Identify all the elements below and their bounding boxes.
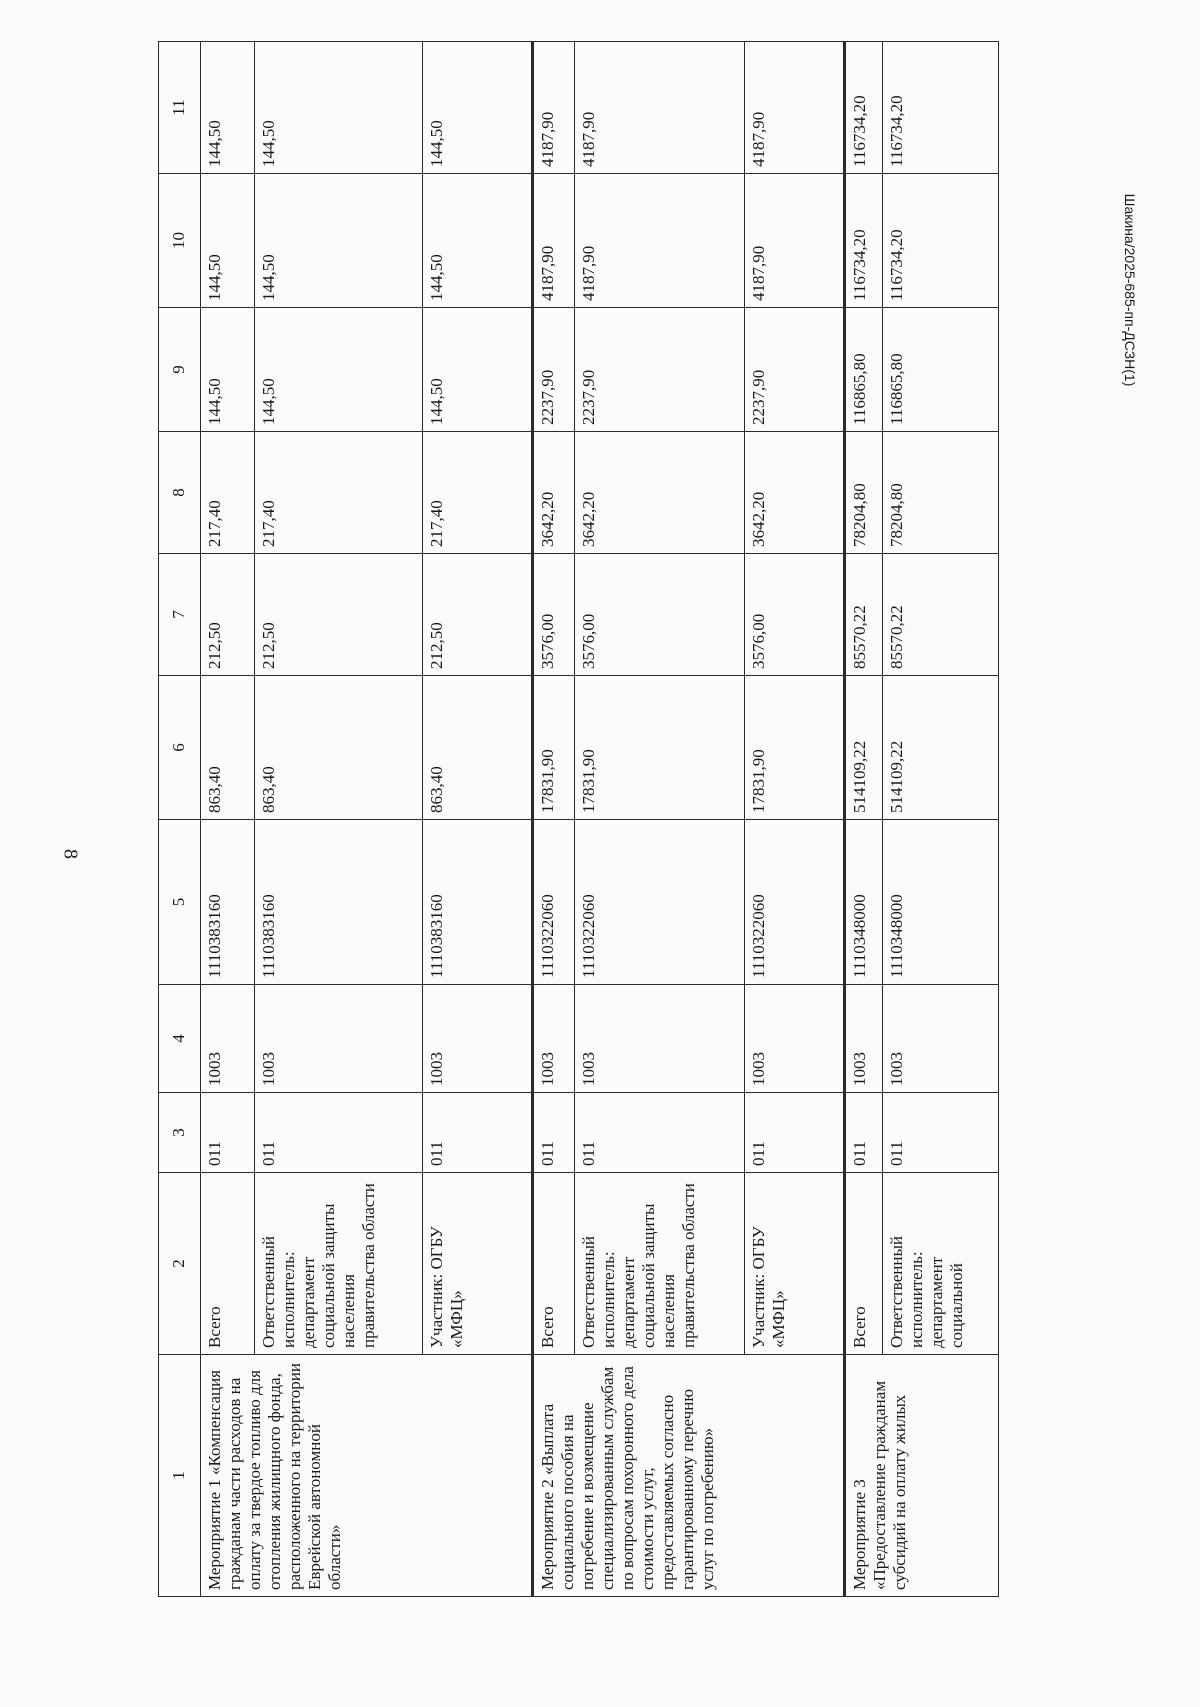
header-cell: 5 <box>159 820 201 985</box>
table-cell: 514109,22 <box>845 676 883 820</box>
row-label: Ответственный исполнитель: департамент социальной защиты населения правительства области <box>255 1173 423 1355</box>
table-cell: 011 <box>423 1093 533 1173</box>
table-cell: 4187,90 <box>575 42 745 174</box>
table-cell: 212,50 <box>255 554 423 676</box>
header-cell: 6 <box>159 676 201 820</box>
table-cell: 3642,20 <box>533 432 575 554</box>
table-cell: 116734,20 <box>845 174 883 308</box>
table-cell: 17831,90 <box>533 676 575 820</box>
header-cell: 2 <box>159 1173 201 1355</box>
header-cell: 9 <box>159 308 201 432</box>
header-cell: 8 <box>159 432 201 554</box>
table-cell: 85570,22 <box>883 554 999 676</box>
table-cell: 863,40 <box>201 676 255 820</box>
table-cell: 4187,90 <box>575 174 745 308</box>
table-cell: 144,50 <box>201 42 255 174</box>
table-cell: 116734,20 <box>883 174 999 308</box>
header-cell: 1 <box>159 1355 201 1597</box>
header-row <box>159 42 201 1597</box>
table-cell: 1003 <box>845 985 883 1093</box>
table-cell: 1110348000 <box>845 820 883 985</box>
table-cell: 116734,20 <box>883 42 999 174</box>
table-cell: 144,50 <box>255 308 423 432</box>
table-cell: 1003 <box>575 985 745 1093</box>
table-cell: 1110383160 <box>201 820 255 985</box>
table-cell: 17831,90 <box>745 676 845 820</box>
table-cell: 1110322060 <box>745 820 845 985</box>
table-cell: 144,50 <box>423 42 533 174</box>
table-cell: 2237,90 <box>533 308 575 432</box>
header-cell: 7 <box>159 554 201 676</box>
event-1-name: Мероприятие 1 «Компенсация гражданам части расходов на оплату за твердое топливо для отопления жилищного фонда, расположенного на территории Еврейской автономной области» <box>201 1355 533 1597</box>
table-cell: 4187,90 <box>745 42 845 174</box>
table-cell: 212,50 <box>423 554 533 676</box>
table-cell: 3642,20 <box>745 432 845 554</box>
header-cell: 4 <box>159 985 201 1093</box>
table-cell: 1003 <box>201 985 255 1093</box>
header-cell: 10 <box>159 174 201 308</box>
table-cell: 011 <box>883 1093 999 1173</box>
table-cell: 1110322060 <box>533 820 575 985</box>
table-cell: 78204,80 <box>883 432 999 554</box>
table-cell: 17831,90 <box>575 676 745 820</box>
table-cell: 144,50 <box>255 42 423 174</box>
table-cell: 2237,90 <box>575 308 745 432</box>
table-cell: 1110348000 <box>883 820 999 985</box>
row-label: Участник: ОГБУ «МФЦ» <box>423 1173 533 1355</box>
table-cell: 514109,22 <box>883 676 999 820</box>
table-cell: 4187,90 <box>745 174 845 308</box>
table-cell: 1003 <box>255 985 423 1093</box>
table-cell: 217,40 <box>423 432 533 554</box>
table-cell: 4187,90 <box>533 174 575 308</box>
table-row <box>533 42 575 1597</box>
table-cell: 144,50 <box>201 308 255 432</box>
table-cell: 217,40 <box>255 432 423 554</box>
table-cell: 1003 <box>423 985 533 1093</box>
header-cell: 3 <box>159 1093 201 1173</box>
table-cell: 011 <box>845 1093 883 1173</box>
table-cell: 011 <box>533 1093 575 1173</box>
table-cell: 011 <box>255 1093 423 1173</box>
table-cell: 1003 <box>883 985 999 1093</box>
table-cell: 78204,80 <box>845 432 883 554</box>
table-cell: 1003 <box>745 985 845 1093</box>
table-cell: 2237,90 <box>745 308 845 432</box>
row-label: Всего <box>533 1173 575 1355</box>
event-3-name: Мероприятие 3 «Предоставление гражданам субсидий на оплату жилых <box>845 1355 999 1597</box>
table-cell: 011 <box>745 1093 845 1173</box>
table-cell: 116865,80 <box>845 308 883 432</box>
table-cell: 3576,00 <box>533 554 575 676</box>
table-cell: 85570,22 <box>845 554 883 676</box>
table-cell: 863,40 <box>255 676 423 820</box>
table-cell: 1003 <box>533 985 575 1093</box>
table-cell: 1110383160 <box>423 820 533 985</box>
row-label: Ответственный исполнитель: департамент социальной <box>883 1173 999 1355</box>
rotated-table-container <box>158 42 998 1597</box>
table-cell: 144,50 <box>255 174 423 308</box>
table-cell: 3576,00 <box>575 554 745 676</box>
row-label: Участник: ОГБУ «МФЦ» <box>745 1173 845 1355</box>
table-cell: 3576,00 <box>745 554 845 676</box>
table-cell: 217,40 <box>201 432 255 554</box>
table-cell: 4187,90 <box>533 42 575 174</box>
row-label: Всего <box>201 1173 255 1355</box>
row-label: Ответственный исполнитель: департамент социальной защиты населения правительства области <box>575 1173 745 1355</box>
table-cell: 144,50 <box>423 174 533 308</box>
table-row <box>201 42 255 1597</box>
table-cell: 3642,20 <box>575 432 745 554</box>
table-cell: 011 <box>575 1093 745 1173</box>
table-cell: 144,50 <box>201 174 255 308</box>
table-cell: 116865,80 <box>883 308 999 432</box>
table-cell: 863,40 <box>423 676 533 820</box>
table-cell: 144,50 <box>423 308 533 432</box>
table-cell: 116734,20 <box>845 42 883 174</box>
row-label: Всего <box>845 1173 883 1355</box>
page-number: 8 <box>59 849 82 859</box>
document-code: Шакина/2025-685-пп-ДСЗН(1) <box>1122 193 1138 387</box>
budget-table <box>158 41 999 1597</box>
table-cell: 212,50 <box>201 554 255 676</box>
table-row <box>845 42 883 1597</box>
table-cell: 011 <box>201 1093 255 1173</box>
event-2-name: Мероприятие 2 «Выплата социального пособия на погребение и возмещение специализированным службам по вопросам похоронного дела стоимости услуг, предоставляемых согласно гарантированному перечню услуг по погребению» <box>533 1355 845 1597</box>
table-cell: 1110383160 <box>255 820 423 985</box>
header-cell: 11 <box>159 42 201 174</box>
table-cell: 1110322060 <box>575 820 745 985</box>
